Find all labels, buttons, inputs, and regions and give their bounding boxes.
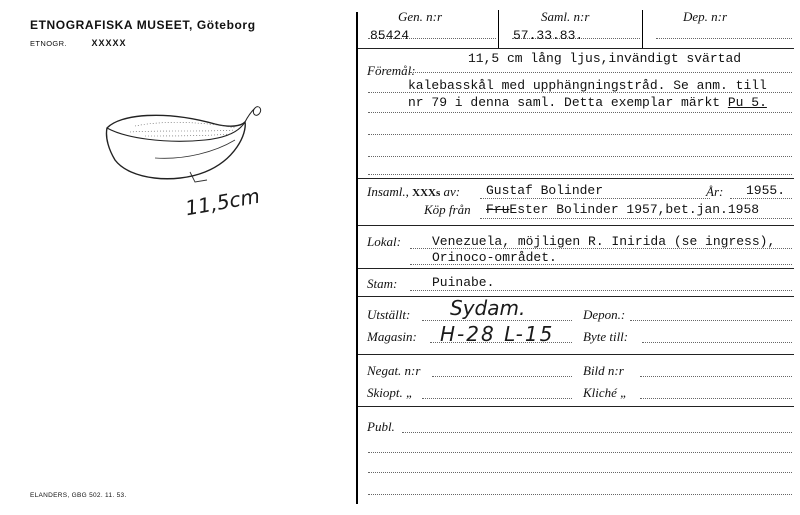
kop-label: Köp från [424,202,471,217]
dotted-line [368,156,792,157]
rule [358,406,794,407]
object-mark: Pu 5. [727,95,767,110]
magasin-label: Magasin: [367,329,417,344]
kop-text: Ester Bolinder 1957,bet.jan.1958 [509,202,760,217]
rule [358,48,794,49]
kop-value [486,202,759,217]
publ-label: Publ. [367,419,395,434]
dep-nr-label: Dep. n:r [683,9,728,24]
dotted-line [642,342,792,343]
bild-label: Bild n:r [583,363,624,378]
gen-nr-label: Gen. n:r [398,9,443,24]
dotted-line [422,320,572,321]
header-divider-2 [642,10,643,48]
lokal-line-2: Orinoco-området. [432,250,557,265]
card-margin-rule [356,12,358,504]
byte-label: Byte till: [583,329,629,344]
insaml-label-text: Insaml., [367,184,409,199]
etnogr-crossed: XXXXX [91,38,127,48]
dotted-line [410,290,792,291]
negat-label: Negat. n:r [367,363,421,378]
dotted-line [368,472,792,473]
skiopt-label: Skiopt. „ [367,385,414,400]
collector-value: Gustaf Bolinder [486,183,604,198]
stam-value: Puinabe. [432,275,495,290]
rule [358,354,794,355]
depon-label: Depon.: [583,307,626,322]
utstallt-label: Utställt: [367,307,411,322]
dotted-line [640,398,792,399]
utstallt-value: Sydam. [450,296,526,320]
dotted-line [368,494,792,495]
dotted-line [422,398,572,399]
stam-label: Stam: [367,276,398,291]
kop-crossed: Fru [486,202,510,217]
etnogr-line [30,38,126,48]
size-note: 11,5cm [183,183,262,221]
museum-name: ETNOGRAFISKA MUSEET, Göteborg [30,18,256,32]
gen-nr-value: 85424 [370,28,410,43]
magasin-value: H-28 L-15 [440,322,555,346]
dotted-line [730,198,792,199]
dotted-line [630,320,792,321]
dotted-line [656,38,792,39]
rule [358,268,794,269]
dotted-line [480,218,792,219]
rule [358,225,794,226]
dotted-line [402,432,792,433]
dotted-line [368,174,792,175]
foremal-line-2: kalebasskål med upphängningstråd. Se anm. till [408,78,767,93]
foremal-line-3 [408,95,767,110]
rule [358,296,794,297]
lokal-line-1: Venezuela, möjligen R. Inirida (se ingress), [432,234,776,249]
etnogr-label: ETNOGR. [30,39,67,48]
lokal-label: Lokal: [367,234,401,249]
foremal-line-1: 11,5 cm lång ljus,invändigt svärtad [468,51,742,66]
dotted-line [640,376,792,377]
header-divider-1 [498,10,499,48]
dotted-line [368,134,792,135]
kliche-label: Kliché „ [583,385,628,400]
ar-label: År: [706,184,724,199]
dotted-line [368,452,792,453]
dotted-line [432,376,572,377]
foremal-label: Föremål: [367,63,416,78]
ar-value: 1955. [746,183,786,198]
dotted-line [480,198,710,199]
printer-imprint: ELANDERS, GBG 502. 11. 53. [30,492,127,499]
rule [358,178,794,179]
saml-nr-label: Saml. n:r [541,9,590,24]
dotted-line [410,72,792,73]
insaml-crossed: XXXs [412,187,441,199]
av-label: av: [443,184,461,199]
foremal-line-3-text: nr 79 i denna saml. Detta exemplar märkt [408,95,721,110]
saml-nr-value: 57.33.83. [513,28,584,43]
insaml-label [367,184,460,200]
dotted-line [368,112,792,113]
